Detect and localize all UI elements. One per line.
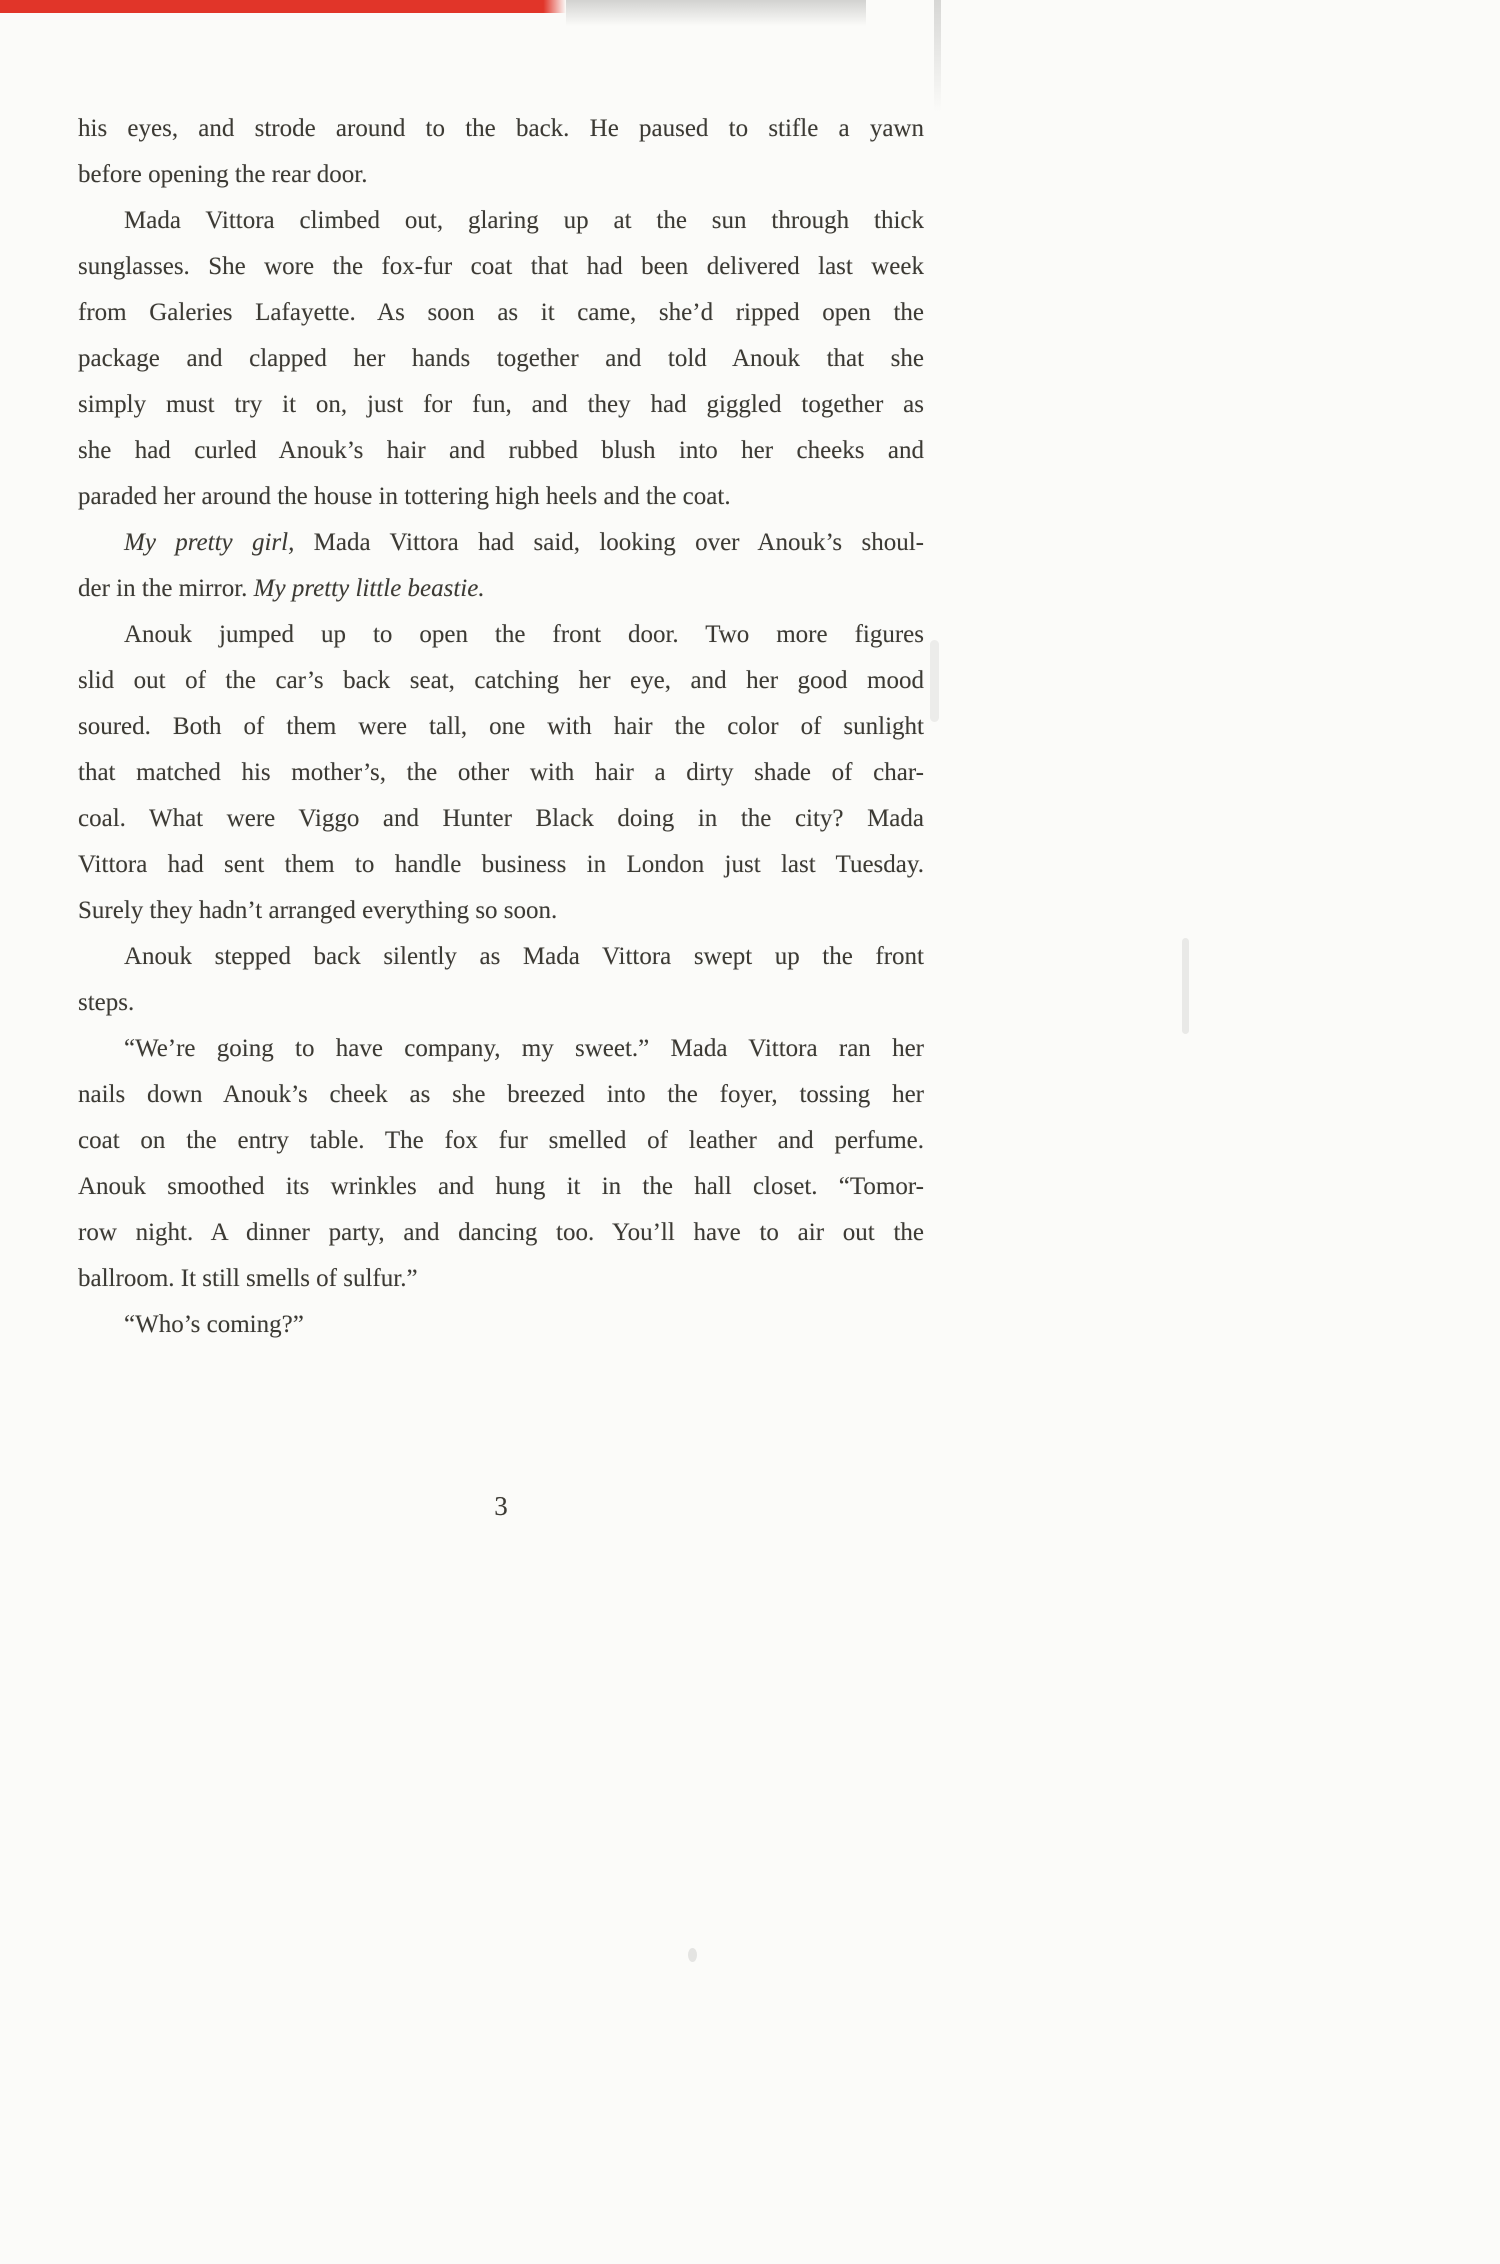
text-line	[78, 658, 924, 704]
body-text: his eyes, and strode around to the back. He paused to stifle a yawn	[78, 115, 924, 142]
body-text: Anouk jumped up to open the front door. Two more figures	[124, 621, 924, 648]
text-line	[78, 980, 924, 1026]
body-text: coat on the entry table. The fox fur smelled of leather and perfume.	[78, 1127, 924, 1154]
page-number: 3	[494, 1491, 508, 1521]
text-line	[78, 520, 924, 566]
text-line	[78, 1256, 924, 1302]
scan-artifact	[934, 0, 941, 112]
body-text: steps.	[78, 989, 135, 1016]
body-text: Mada Vittora had said, looking over Anouk’s shoul-	[294, 529, 924, 556]
body-text: she had curled Anouk’s hair and rubbed blush into her cheeks and	[78, 437, 924, 464]
text-line	[78, 336, 924, 382]
italic-text: My pretty girl,	[124, 529, 295, 556]
text-line	[78, 244, 924, 290]
scan-red-edge-mark	[0, 0, 566, 13]
text-line	[78, 566, 924, 612]
text-line	[78, 1118, 924, 1164]
text-line	[78, 612, 924, 658]
text-line	[78, 1164, 924, 1210]
text-line	[78, 842, 924, 888]
text-line	[78, 428, 924, 474]
scan-artifact	[688, 1948, 697, 1962]
text-line	[78, 1072, 924, 1118]
body-text: Anouk stepped back silently as Mada Vittora swept up the front	[124, 943, 924, 970]
text-line	[78, 796, 924, 842]
body-text: Mada Vittora climbed out, glaring up at the sun through thick	[124, 207, 924, 234]
scan-artifact	[1182, 938, 1189, 1034]
text-line	[78, 704, 924, 750]
body-text: coal. What were Viggo and Hunter Black doing in the city? Mada	[78, 805, 924, 832]
body-text: paraded her around the house in tottering high heels and the coat.	[78, 483, 731, 510]
body-text: Surely they hadn’t arranged everything so soon.	[78, 897, 558, 924]
text-line	[78, 888, 924, 934]
body-text: package and clapped her hands together and told Anouk that she	[78, 345, 924, 372]
text-line	[78, 290, 924, 336]
body-text: soured. Both of them were tall, one with hair the color of sunlight	[78, 713, 924, 740]
body-text: ballroom. It still smells of sulfur.”	[78, 1265, 418, 1292]
body-text: that matched his mother’s, the other with hair a dirty shade of char-	[78, 759, 924, 786]
body-text: Vittora had sent them to handle business in London just last Tuesday.	[78, 851, 924, 878]
text-line	[78, 152, 924, 198]
text-line	[78, 1026, 924, 1072]
text-line	[78, 382, 924, 428]
text-line	[78, 198, 924, 244]
body-text: nails down Anouk’s cheek as she breezed into the foyer, tossing her	[78, 1081, 924, 1108]
body-text: Anouk smoothed its wrinkles and hung it in the hall closet. “Tomor-	[78, 1173, 924, 1200]
body-text: before opening the rear door.	[78, 161, 368, 188]
body-text: sunglasses. She wore the fox-fur coat that had been delivered last week	[78, 253, 924, 280]
body-text: row night. A dinner party, and dancing too. You’ll have to air out the	[78, 1219, 924, 1246]
text-line	[78, 1210, 924, 1256]
italic-text: My pretty little beastie.	[253, 575, 485, 602]
text-line	[78, 750, 924, 796]
body-text: from Galeries Lafayette. As soon as it came, she’d ripped open the	[78, 299, 924, 326]
body-text: simply must try it on, just for fun, and they had giggled together as	[78, 391, 924, 418]
scan-top-edge-shadow	[566, 0, 866, 26]
scan-artifact	[930, 640, 939, 722]
text-line	[78, 106, 924, 152]
body-text: “We’re going to have company, my sweet.” Mada Vittora ran her	[124, 1035, 924, 1062]
text-block	[78, 106, 924, 1348]
text-line	[78, 1302, 924, 1348]
text-line	[78, 474, 924, 520]
body-text: slid out of the car’s back seat, catching her eye, and her good mood	[78, 667, 924, 694]
text-line	[78, 934, 924, 980]
body-text: “Who’s coming?”	[124, 1311, 304, 1338]
body-text: der in the mirror.	[78, 575, 254, 602]
